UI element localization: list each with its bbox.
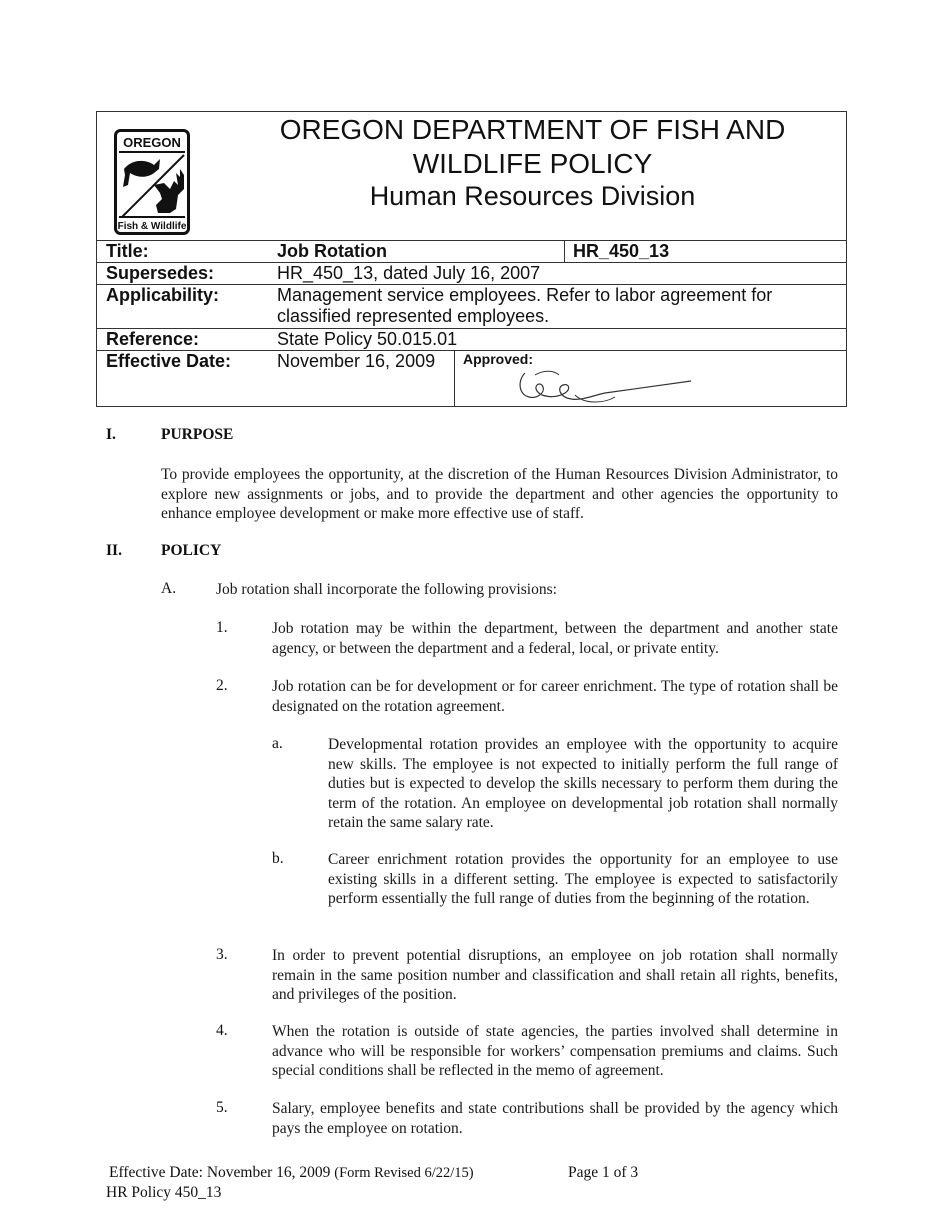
effective-date-label: Effective Date: <box>106 351 232 371</box>
footer-policy-id: HR Policy 450_13 <box>106 1184 222 1201</box>
purpose-text: To provide employees the opportunity, at the discretion of the Human Resources Division Administrator, to explore new assignments or jobs, and to provide the department and other agencies the opportunity to enhance employee development or make more effective use of staff. <box>161 466 838 522</box>
title-value: Job Rotation <box>277 241 387 261</box>
logo-text-fish-wildlife: Fish & Wildlife <box>117 221 187 232</box>
title-label: Title: <box>106 241 149 261</box>
footer-effective-date <box>109 1163 474 1184</box>
supersedes-value: HR_450_13, dated July 16, 2007 <box>277 263 541 283</box>
reference-label: Reference: <box>106 329 200 349</box>
footer-page-number: Page 1 of 3 <box>568 1164 639 1181</box>
reference-row <box>97 328 846 350</box>
agency-name-line1: OREGON DEPARTMENT OF FISH AND <box>279 114 786 145</box>
provision-a-marker: A. <box>161 580 177 597</box>
item-1-text: Job rotation may be within the department, between the department and another state agency, or between the department and a federal, local, or private entity. <box>272 620 838 657</box>
applicability-label: Applicability: <box>106 285 220 305</box>
applicability-line2: classified represented employees. <box>277 306 550 326</box>
subitem-b-marker: b. <box>272 850 284 867</box>
policy-number: HR_450_13 <box>564 241 669 263</box>
item-3-marker: 3. <box>216 946 228 963</box>
subitem-b-text: Career enrichment rotation provides the opportunity for an employee to use existing skills in a different setting. The employee is expected to satisfactorily perform essentially the full range of duties from the beginning of the rotation. <box>328 851 838 907</box>
item-5-marker: 5. <box>216 1099 228 1116</box>
footer-form-revised: (Form Revised 6/22/15) <box>334 1165 474 1181</box>
item-2-marker: 2. <box>216 677 228 694</box>
logo-text-oregon: OREGON <box>123 135 181 150</box>
odfw-logo-icon <box>114 129 190 235</box>
agency-name-line2: WILDLIFE POLICY <box>412 148 653 179</box>
approved-cell <box>454 351 846 407</box>
reference-value: State Policy 50.015.01 <box>277 329 458 349</box>
signature-image <box>515 365 695 407</box>
item-1-marker: 1. <box>216 619 228 636</box>
purpose-number: I. <box>106 426 116 443</box>
provision-a-text: Job rotation shall incorporate the following provisions: <box>216 581 557 598</box>
supersedes-label: Supersedes: <box>106 263 215 283</box>
approved-label: Approved: <box>463 351 533 367</box>
subitem-a-text: Developmental rotation provides an employee with the opportunity to acquire new skills. The employee is not expected to initially perform the full range of duties but is expected to develop the skills necessary to perform them during the term of the rotation. An employee on developmental job rotation shall normally retain the same salary rate. <box>328 736 838 831</box>
item-4-marker: 4. <box>216 1022 228 1039</box>
item-3-text: In order to prevent potential disruptions, an employee on job rotation shall normally remain in the same position number and classification and shall retain all rights, benefits, and privileges of the position. <box>272 947 838 1003</box>
policy-title: POLICY <box>161 542 222 559</box>
title-row <box>97 240 846 262</box>
item-2-text: Job rotation can be for development or for career enrichment. The type of rotation shall be designated on the rotation agreement. <box>272 678 838 715</box>
effective-date-row <box>97 350 846 406</box>
division-name: Human Resources Division <box>369 181 696 211</box>
item-4-text: When the rotation is outside of state agencies, the parties involved shall determine in advance who will be responsible for workers’ compensation premiums and claims. Such special conditions shall be reflected in the memo of agreement. <box>272 1023 838 1079</box>
header-title-block <box>277 112 788 240</box>
applicability-line1: Management service employees. Refer to labor agreement for <box>277 285 773 305</box>
footer-effective-text: Effective Date: November 16, 2009 <box>109 1164 331 1181</box>
item-5-text: Salary, employee benefits and state contributions shall be provided by the agency which pays the employee on rotation. <box>272 1100 838 1137</box>
applicability-row <box>97 284 846 328</box>
policy-number-label: II. <box>106 542 122 559</box>
policy-header-table <box>96 111 847 407</box>
logo-cell <box>97 112 277 240</box>
supersedes-row <box>97 262 846 284</box>
purpose-title: PURPOSE <box>161 426 234 443</box>
effective-date-value: November 16, 2009 <box>277 351 436 371</box>
subitem-a-marker: a. <box>272 735 283 752</box>
